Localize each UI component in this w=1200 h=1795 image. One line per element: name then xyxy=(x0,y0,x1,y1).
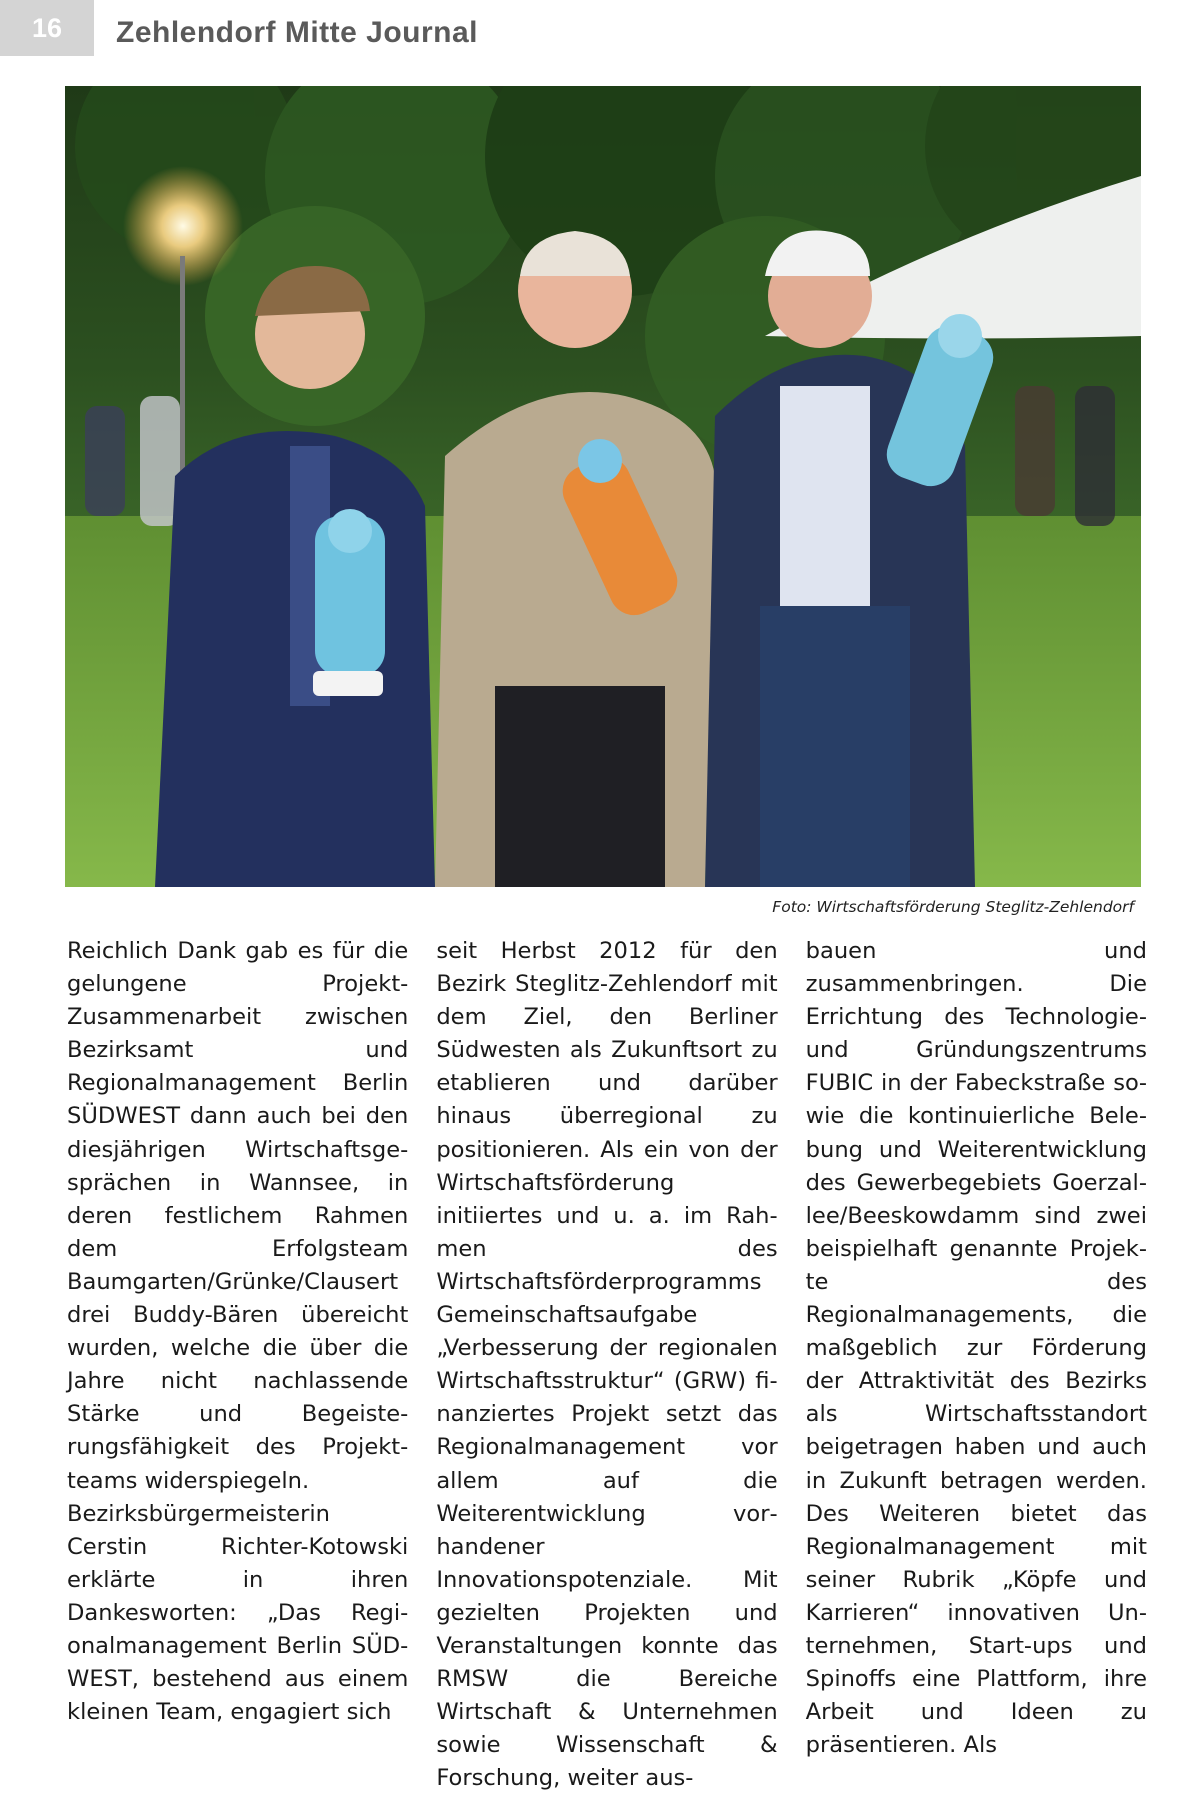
buddy-bear-left xyxy=(313,509,385,696)
photo-caption: Foto: Wirtschaftsförderung Steglitz-Zehlendorf xyxy=(772,898,1134,916)
article-column-2 xyxy=(436,935,777,1795)
article-column-3 xyxy=(806,935,1147,1795)
article-column-1 xyxy=(67,935,408,1795)
journal-title: Zehlendorf Mitte Journal xyxy=(116,16,479,49)
article-paragraph: Reichlich Dank gab es für die gelungene Projekt-Zusammenarbeit zwischen Bezirksamt und Regionalmanagement Berlin SÜDWEST dann auch bei den diesjährigen Wirtschaftsgesprächen in Wannsee, in deren festlichem Rahmen dem Erfolgsteam Baumgarten/Grünke/Clausert drei Buddy-Bären übereicht wurden, welche die über die Jahre nicht nachlassende Stärke und Begeisterungsfähigkeit des Projektteams widerspiegeln. xyxy=(67,938,409,1494)
article-paragraph: Bezirksbürgermeisterin Cerstin Richter-Kotowski erklärte in ihren Dankesworten: „Das Regionalmanagement Berlin SÜDWEST, bestehend aus einem kleinen Team, engagiert sich xyxy=(67,1500,409,1726)
article-paragraph: bauen und zusammenbringen. Die Errichtung des Technologie- und Gründungszentrums FUBIC in der Fabeckstraße sowie die kontinuierliche Belebung und Weiterentwicklung des Gewerbegebiets Goerzallee/Beeskowdamm sind zwei beispielhaft genannte Projekte des Regionalmanagements, die maßgeblich zur Förderung der Attraktivität des Bezirks als Wirtschaftsstandort beigetragen haben und auch in Zukunft betragen werden. Des Weiteren bietet das Regionalmanagement mit seiner Rubrik „Köpfe und Karrieren“ innovativen Unternehmen, Start-ups und Spinoffs eine Plattform, ihre Arbeit und Ideen zu präsentieren. Als xyxy=(805,938,1147,1759)
page-number: 16 xyxy=(0,0,94,56)
article-columns xyxy=(67,935,1147,1795)
article-photo xyxy=(65,86,1141,887)
article-paragraph: seit Herbst 2012 für den Bezirk Steglitz-Zehlendorf mit dem Ziel, den Berliner Südwesten als Zukunftsort zu etablieren und darüber hinaus überregional zu positionieren. Als ein von der Wirtschaftsförderung initiiertes und u. a. im Rahmen des Wirtschaftsförderprogramms Gemeinschaftsaufgabe „Verbesserung der regionalen Wirtschaftsstruktur“ (GRW) finanziertes Projekt setzt das Regionalmanagement vor allem auf die Weiterentwicklung vorhandener Innovationspotenziale. Mit gezielten Projekten und Veranstaltungen konnte das RMSW die Bereiche Wirtschaft & Unternehmen sowie Wissenschaft & Forschung, weiter aus- xyxy=(436,938,778,1792)
